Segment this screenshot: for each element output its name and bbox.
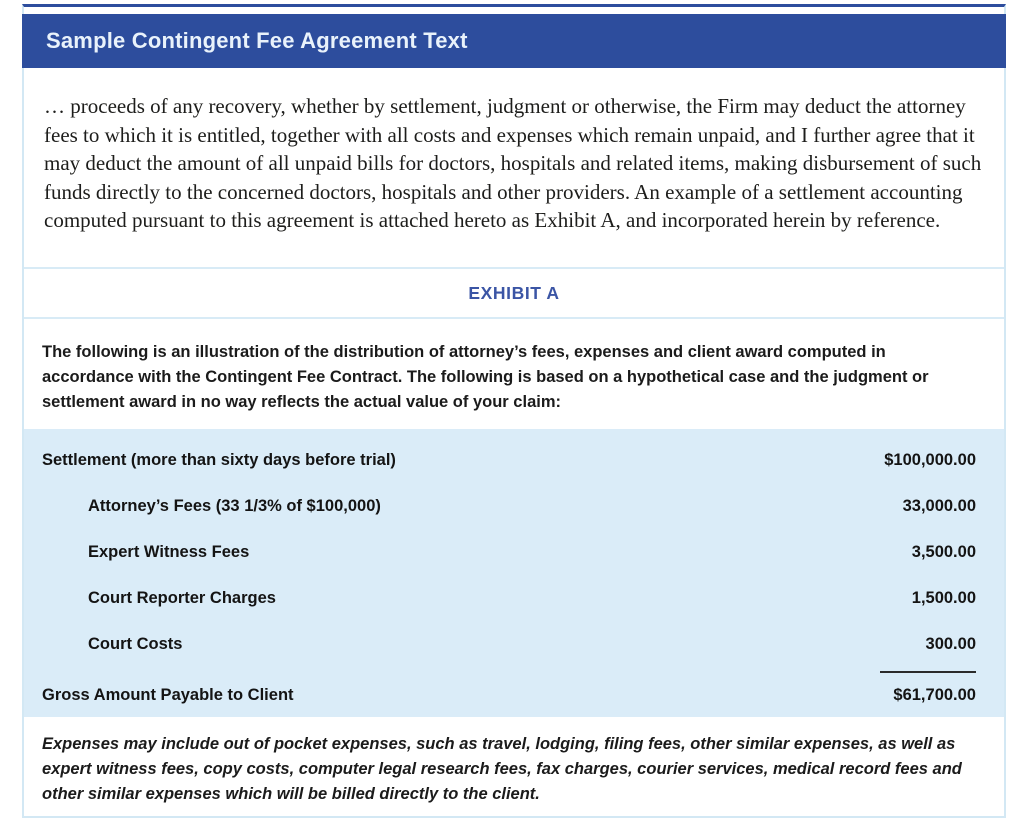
- expenses-footnote-section: [24, 717, 1004, 807]
- illustration-intro-section: [24, 319, 1004, 429]
- agreement-text-section: [24, 68, 1004, 267]
- row-label: Attorney’s Fees (33 1/3% of $100,000): [88, 496, 381, 515]
- fee-agreement-document: [22, 4, 1006, 818]
- total-label: Gross Amount Payable to Client: [42, 685, 294, 704]
- illustration-paragraph: The following is an illustration of the distribution of attorney’s fees, expenses and client award computed in accordance with the Contingent Fee Contract. The following is based on a hypothetical case and the judgment or settlement award in no way reflects the actual value of your claim:: [42, 343, 929, 411]
- agreement-paragraph: … proceeds of any recovery, whether by settlement, judgment or otherwise, the Firm may deduct the attorney fees to which it is entitled, together with all costs and expenses which remain unpaid, and I further agree that it may deduct the amount of all unpaid bills for doctors, hospitals and related items, making disbursement of such funds directly to the concerned doctors, hospitals and other providers. An example of a settlement accounting computed pursuant to this agreement is attached hereto as Exhibit A, and incorporated herein by reference.: [44, 94, 982, 232]
- row-amount: 33,000.00: [902, 496, 976, 515]
- row-label: Court Costs: [88, 634, 183, 653]
- table-row-attorneys-fees: [24, 483, 1004, 529]
- row-amount: 1,500.00: [911, 588, 976, 607]
- table-row-gross-total: [24, 673, 1004, 717]
- table-row-court-costs: [24, 621, 1004, 667]
- table-row-expert-witness-fees: [24, 529, 1004, 575]
- row-amount: 3,500.00: [911, 542, 976, 561]
- row-amount: 300.00: [925, 634, 976, 653]
- settlement-distribution-table: [24, 429, 1004, 717]
- table-row-settlement: [24, 437, 1004, 483]
- document-header-bar: [22, 14, 1006, 68]
- total-amount: $61,700.00: [893, 685, 976, 704]
- row-label: Court Reporter Charges: [88, 588, 276, 607]
- exhibit-a-heading-row: [24, 267, 1004, 319]
- row-label: Settlement (more than sixty days before trial): [42, 450, 396, 469]
- expenses-footnote-paragraph: Expenses may include out of pocket expenses, such as travel, lodging, filing fees, other similar expenses, as well as expert witness fees, copy costs, computer legal research fees, fax charges, courier services, medical record fees and other similar expenses which will be billed directly to the client.: [42, 735, 962, 803]
- table-row-court-reporter-charges: [24, 575, 1004, 621]
- row-amount: $100,000.00: [884, 450, 976, 469]
- page-title: Sample Contingent Fee Agreement Text: [46, 28, 468, 53]
- exhibit-a-heading: EXHIBIT A: [468, 282, 560, 303]
- row-label: Expert Witness Fees: [88, 542, 250, 561]
